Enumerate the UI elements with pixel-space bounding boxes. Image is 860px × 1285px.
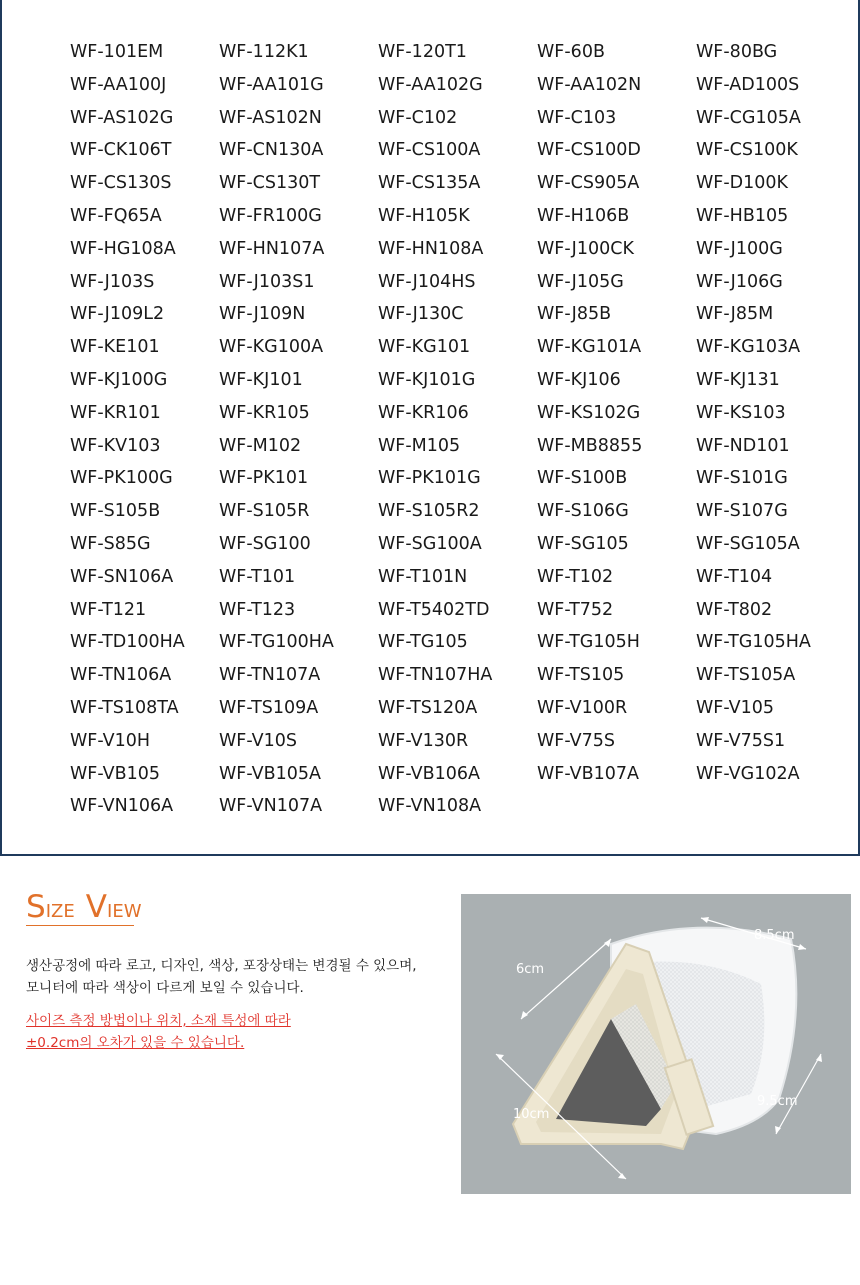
- model-item: WF-FR100G: [219, 205, 322, 226]
- model-item: WF-MB8855: [537, 435, 643, 456]
- model-item: WF-TG100HA: [219, 632, 334, 653]
- model-item: WF-T101N: [378, 566, 468, 587]
- model-item: WF-KJ131: [696, 369, 780, 390]
- model-item: WF-S105B: [70, 501, 161, 522]
- model-item: WF-V75S: [537, 730, 616, 751]
- model-item: WF-V105: [696, 697, 775, 718]
- model-item: WF-SG105A: [696, 533, 800, 554]
- model-item: WF-T123: [219, 599, 296, 620]
- model-item: WF-TS120A: [378, 697, 478, 718]
- notice-line-2: 모니터에 따라 색상이 다르게 보일 수 있습니다.: [26, 980, 304, 996]
- model-item: WF-J100G: [696, 238, 783, 259]
- model-item: WF-J85B: [537, 304, 612, 325]
- model-item: WF-HG108A: [70, 238, 176, 259]
- model-item: WF-KS102G: [537, 402, 641, 423]
- model-item: WF-T802: [696, 599, 773, 620]
- model-item: WF-VN106A: [70, 796, 174, 817]
- model-item: WF-J109L2: [70, 304, 165, 325]
- model-item: WF-TG105H: [537, 632, 640, 653]
- model-item: WF-S105R: [219, 501, 310, 522]
- model-item: WF-AD100S: [696, 74, 800, 95]
- model-item: WF-FQ65A: [70, 205, 162, 226]
- model-item: WF-T5402TD: [378, 599, 490, 620]
- model-item: WF-TG105HA: [696, 632, 811, 653]
- size-view-title: [26, 889, 142, 925]
- model-item: WF-HN107A: [219, 238, 325, 259]
- model-item: WF-D100K: [696, 173, 789, 194]
- model-item: WF-VN108A: [378, 796, 482, 817]
- model-item: WF-CS130S: [70, 173, 172, 194]
- model-item: WF-V10S: [219, 730, 298, 751]
- model-item: WF-CS100A: [378, 140, 481, 161]
- model-item: WF-S107G: [696, 501, 788, 522]
- model-item: WF-J105G: [537, 271, 624, 292]
- model-item: WF-V75S1: [696, 730, 786, 751]
- warning-line-2: ±0.2cm의 오차가 있을 수 있습니다.: [26, 1035, 245, 1051]
- model-item: WF-TN107A: [219, 665, 321, 686]
- model-item: WF-SN106A: [70, 566, 174, 587]
- model-item: WF-KG101A: [537, 337, 642, 358]
- model-item: WF-AA102G: [378, 74, 483, 95]
- model-item: WF-S105R2: [378, 501, 480, 522]
- model-item: WF-KR105: [219, 402, 310, 423]
- model-item: WF-TN107HA: [378, 665, 493, 686]
- model-item: WF-KJ106: [537, 369, 621, 390]
- measurement-warning: [26, 1010, 291, 1054]
- model-item: WF-T121: [70, 599, 147, 620]
- model-item: WF-C102: [378, 107, 458, 128]
- model-item: WF-KG100A: [219, 337, 324, 358]
- dimension-left-depth: 6cm: [516, 962, 545, 977]
- model-item: WF-VG102A: [696, 763, 800, 784]
- model-item: WF-AA102N: [537, 74, 642, 95]
- model-item: WF-101EM: [70, 42, 164, 62]
- model-item: WF-KG103A: [696, 337, 801, 358]
- model-item: WF-T752: [537, 599, 614, 620]
- model-item: WF-120T1: [378, 42, 467, 62]
- model-item: WF-PK100G: [70, 468, 173, 489]
- model-item: WF-S106G: [537, 501, 629, 522]
- model-item: WF-VB105A: [219, 763, 322, 784]
- notice-line-1: 생산공정에 따라 로고, 디자인, 색상, 포장상태는 변경될 수 있으며,: [26, 958, 417, 974]
- model-item: WF-M105: [378, 435, 461, 456]
- model-item: WF-S101G: [696, 468, 788, 489]
- model-item: WF-KG101: [378, 337, 471, 358]
- model-item: WF-HN108A: [378, 238, 484, 259]
- model-item: WF-H106B: [537, 205, 630, 226]
- model-item: WF-CS100K: [696, 140, 798, 161]
- model-item: WF-T101: [219, 566, 296, 587]
- model-item: WF-J103S: [70, 271, 155, 292]
- warning-line-1: 사이즈 측정 방법이나 위치, 소재 특성에 따라: [26, 1013, 291, 1029]
- model-item: WF-TD100HA: [70, 632, 185, 653]
- model-item: WF-CS100D: [537, 140, 641, 161]
- model-item: WF-AS102G: [70, 107, 174, 128]
- model-item: WF-PK101: [219, 468, 309, 489]
- dimension-bottom-length: 10cm: [513, 1107, 550, 1122]
- model-item: WF-VN107A: [219, 796, 323, 817]
- model-item: WF-VB106A: [378, 763, 481, 784]
- model-item: WF-T104: [696, 566, 773, 587]
- model-item: WF-KJ101G: [378, 369, 476, 390]
- model-item: WF-VB107A: [537, 763, 640, 784]
- model-item: WF-KV103: [70, 435, 161, 456]
- model-item: WF-AS102N: [219, 107, 322, 128]
- model-item: WF-KR101: [70, 402, 161, 423]
- model-item: WF-KS103: [696, 402, 786, 423]
- model-item: WF-J100CK: [537, 238, 634, 259]
- model-item: WF-TS109A: [219, 697, 319, 718]
- dimension-right-length: 9.5cm: [757, 1094, 798, 1109]
- model-item: WF-CN130A: [219, 140, 324, 161]
- model-item: WF-CS130T: [219, 173, 321, 194]
- model-item: WF-TS105: [537, 665, 625, 686]
- model-item: WF-60B: [537, 42, 605, 62]
- model-item: WF-J104HS: [378, 271, 476, 292]
- model-item: WF-SG100: [219, 533, 311, 554]
- model-item: WF-CS135A: [378, 173, 481, 194]
- model-item: WF-M102: [219, 435, 302, 456]
- model-item: WF-V100R: [537, 697, 628, 718]
- model-item: WF-VB105: [70, 763, 161, 784]
- title-letter-v: V: [85, 889, 108, 925]
- title-letters-ize: IZE: [45, 901, 75, 922]
- model-item: WF-C103: [537, 107, 617, 128]
- product-notice: [26, 955, 417, 999]
- model-item: WF-AA101G: [219, 74, 324, 95]
- model-item: WF-ND101: [696, 435, 790, 456]
- model-item: WF-CG105A: [696, 107, 801, 128]
- title-underline: [26, 925, 134, 926]
- model-item: WF-V130R: [378, 730, 469, 751]
- model-item: WF-J109N: [219, 304, 306, 325]
- model-item: WF-T102: [537, 566, 614, 587]
- model-list: [70, 36, 816, 823]
- model-item: WF-S85G: [70, 533, 151, 554]
- title-letter-s: S: [26, 889, 46, 925]
- model-item: WF-112K1: [219, 42, 309, 62]
- model-item: WF-SG100A: [378, 533, 482, 554]
- model-item: WF-H105K: [378, 205, 470, 226]
- model-item: WF-CS905A: [537, 173, 640, 194]
- model-item: WF-TS105A: [696, 665, 796, 686]
- model-item: WF-PK101G: [378, 468, 481, 489]
- model-item: WF-TN106A: [70, 665, 172, 686]
- model-item: WF-J106G: [696, 271, 783, 292]
- model-item: WF-80BG: [696, 42, 778, 62]
- filter-size-photo: [461, 894, 851, 1194]
- model-item: WF-AA100J: [70, 74, 167, 95]
- model-item: WF-KJ100G: [70, 369, 168, 390]
- model-item: WF-J130C: [378, 304, 464, 325]
- model-item: WF-S100B: [537, 468, 628, 489]
- model-item: WF-SG105: [537, 533, 629, 554]
- model-item: WF-TS108TA: [70, 697, 179, 718]
- model-item: WF-CK106T: [70, 140, 172, 161]
- title-letters-iew: IEW: [107, 901, 142, 922]
- model-item: WF-J85M: [696, 304, 774, 325]
- model-item: WF-V10H: [70, 730, 151, 751]
- model-item: WF-KJ101: [219, 369, 303, 390]
- model-item: WF-HB105: [696, 205, 789, 226]
- model-item: WF-J103S1: [219, 271, 315, 292]
- model-item: WF-KE101: [70, 337, 160, 358]
- model-item: WF-TG105: [378, 632, 468, 653]
- dimension-top-width: 8.5cm: [754, 928, 795, 943]
- model-item: WF-KR106: [378, 402, 469, 423]
